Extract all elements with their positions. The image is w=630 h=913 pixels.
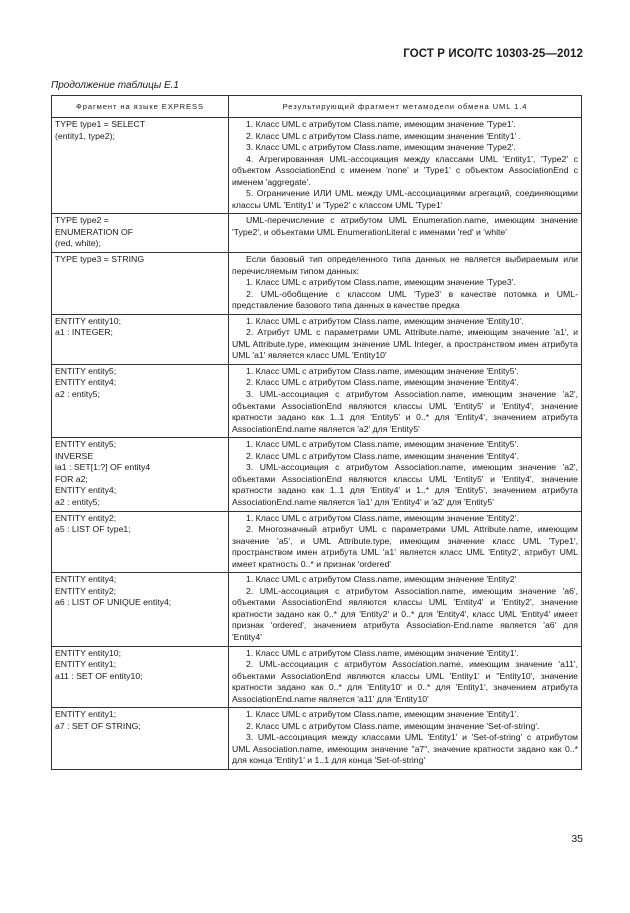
uml-description-line: 2. UML-ассоциация с атрибутом Association.name, имеющим значение 'a11', объектами AssociationEnd являются классы UML 'Entity1' и "Entity10', значение кратности задано как 0..* для 'Entity10' и 0..* для 'Entity1', значением атрибута AssociationEnd.name является 'a11' для 'Entity10' xyxy=(232,659,578,704)
express-code-line: TYPE type2 = xyxy=(55,215,109,226)
uml-fragment-cell xyxy=(229,438,582,511)
express-fragment-cell xyxy=(52,314,229,364)
uml-description-line: 1. Класс UML с атрибутом Class.name, имеющим значение 'Entity1'. xyxy=(246,647,519,658)
express-code-line: TYPE type3 = STRING xyxy=(55,254,145,265)
express-code-line: ENTITY entity2; xyxy=(55,585,117,596)
table-row xyxy=(52,314,582,364)
table-continuation-caption: Продолжение таблицы Е.1 xyxy=(51,80,179,91)
uml-description-line: 2. Класс UML с атрибутом Class.name, имеющим значение 'Entity4'. xyxy=(246,450,519,461)
uml-description-line: 1. Класс UML с атрибутом Class.name, имеющим значение 'Entity2'. xyxy=(246,512,519,523)
uml-description-line: 5. Ограничение ИЛИ UML между UML-ассоциациями агрегаций, соединяющими классы UML 'Entity1' и 'Type2' с классом UML 'Type1' xyxy=(232,188,578,210)
express-fragment-cell xyxy=(52,438,229,511)
uml-description-line: 3. UML-ассоциация с атрибутом Association.name, имеющим значение 'a2', объектами AssociationEnd являются классы UML 'Entity5' и 'Entity4', значение кратности задано как 1..1 для 'Entity5' и 0..* для 'Entity4', значением атрибута AssociationEnd.name является 'a2' для 'Entity5' xyxy=(232,389,578,434)
uml-description-line: Если базовый тип определенного типа данных не является выбираемым или перечисляемым типом данных: xyxy=(232,254,578,276)
uml-fragment-cell xyxy=(229,708,582,770)
express-code-line: ENTITY entity10; xyxy=(55,647,121,658)
uml-description-line: 2. Атрибут UML с параметрами UML Attribute.name, имеющим значение 'a1', и UML Attribute.type, имеющим значение UML Integer, а пространством имен атрибута UML 'a1' является класс UML 'Entity10' xyxy=(232,327,578,361)
uml-fragment-cell xyxy=(229,511,582,573)
mapping-table xyxy=(51,95,582,770)
uml-fragment-cell xyxy=(229,364,582,437)
express-code-line: ENUMERATION OF xyxy=(55,226,134,237)
table-header-row xyxy=(52,96,582,118)
uml-description-line: 1. Класс UML с атрибутом Class.name, имеющим значение 'Entity10'. xyxy=(246,315,524,326)
uml-description-line: 1. Класс UML с атрибутом Class.name, имеющим значение 'Type1'. xyxy=(246,119,516,129)
table-body xyxy=(52,118,582,770)
express-code-line: ENTITY entity5; xyxy=(55,365,117,376)
express-code-line: a7 : SET OF STRING; xyxy=(55,720,141,731)
table-row xyxy=(52,364,582,437)
express-code-line: a11 : SET OF entity10; xyxy=(55,670,143,681)
express-code-line: ENTITY entity1; xyxy=(55,659,117,670)
express-code-line: ENTITY entity4; xyxy=(55,574,117,585)
express-code-line: TYPE type1 = SELECT xyxy=(55,119,146,129)
table-row xyxy=(52,214,582,253)
uml-description-line: 1. Класс UML с атрибутом Class.name, имеющим значение 'Entity2' xyxy=(246,574,517,585)
express-code-line: a1 : INTEGER; xyxy=(55,327,113,338)
express-fragment-cell xyxy=(52,511,229,573)
uml-description-line: 3. Класс UML с атрибутом Class.name, имеющим значение 'Type2'. xyxy=(246,142,516,153)
uml-description-line: 2. Класс UML с атрибутом Class.name, имеющим значение 'Set-of-string'. xyxy=(246,720,540,731)
express-fragment-cell xyxy=(52,364,229,437)
table-row xyxy=(52,253,582,315)
uml-description-line: 3. UML-ассоциация между классами UML 'Entity1' и 'Set-of-string' с атрибутом UML Association.name, имеющим значение "a7", значение кратности задано как 0..* для конца 'Entity1' и 1..1 для конца 'Set-of-string' xyxy=(232,732,578,766)
page-number: 35 xyxy=(571,833,583,845)
uml-fragment-cell xyxy=(229,253,582,315)
express-code-line: ENTITY entity2; xyxy=(55,512,117,523)
uml-description-line: 2. Класс UML с атрибутом Class.name, имеющим значение 'Entity4'. xyxy=(246,377,519,388)
uml-description-line: 2. Многозначный атрибут UML с параметрами UML Attribute.name, имеющим значение 'a5', и UML Attribute.type, имеющим значение класс UML 'Type1', пространством имен атрибута UML 'a1' является класс UML 'Entity2', атрибут UML имеет кратность 0..* и признак 'ordered' xyxy=(232,524,578,569)
uml-description-line: 1. Класс UML с атрибутом Class.name, имеющим значение 'Type3'. xyxy=(246,277,516,288)
table-row xyxy=(52,118,582,214)
table-row xyxy=(52,708,582,770)
express-code-line: ia1 : SET[1:?] OF entity4 xyxy=(55,462,151,473)
express-code-line: ENTITY entity4; xyxy=(55,377,117,388)
express-code-line: ENTITY entity5; xyxy=(55,439,117,450)
table-row xyxy=(52,438,582,511)
express-code-line: a5 : LIST OF type1; xyxy=(55,524,131,535)
express-fragment-cell xyxy=(52,214,229,253)
express-code-line: ENTITY entity1; xyxy=(55,709,117,720)
uml-description-line: 2. UML-ассоциация с атрибутом Association.name, имеющим значение 'a6', объектами AssociationEnd являются классы UML 'Entity4' и 'Entity2', значение кратности задано как 0..* для 'Entity2' и 0..* для 'Entity4', класс UML 'Entity4' имеет признак 'ordered', значением атрибута Association-End.name является 'a6' для 'Entity4' xyxy=(232,585,578,642)
express-fragment-cell xyxy=(52,708,229,770)
uml-description-line: 2. Класс UML с атрибутом Class.name, имеющим значение 'Entity1' . xyxy=(246,130,522,141)
uml-fragment-cell xyxy=(229,646,582,708)
uml-description-line: UML-перечисление с атрибутом UML Enumeration.name, имеющим значение 'Type2', и объектами UML EnumerationLiteral с именами 'red' и 'white' xyxy=(232,215,578,237)
uml-fragment-cell xyxy=(229,118,582,214)
express-fragment-cell xyxy=(52,573,229,646)
express-code-line: ENTITY entity10; xyxy=(55,315,121,326)
uml-description-line: 4. Агрегированная UML-ассоциация между классами UML 'Entity1', 'Type2' с объектом AssociationEnd с именем 'none' и 'Type1' с объектом AssociationEnd с именем 'aggregate'. xyxy=(232,153,578,187)
express-code-line: FOR a2; xyxy=(55,473,88,484)
uml-fragment-cell xyxy=(229,314,582,364)
express-code-line: ENTITY entity4; xyxy=(55,485,117,496)
table-row xyxy=(52,646,582,708)
document-header: ГОСТ Р ИСО/ТС 10303-25—2012 xyxy=(403,48,583,60)
uml-fragment-cell xyxy=(229,214,582,253)
express-code-line: a2 : entity5; xyxy=(55,496,100,507)
express-code-line: (entity1, type2); xyxy=(55,130,115,141)
uml-description-line: 3. UML-ассоциация с атрибутом Association.name, имеющим значение 'a2', объектами AssociationEnd являются классы UML 'Entity5' и 'Entity4', значение кратности задано как 1..1 для 'Entity4' и 1..* для 'Entity5', значением атрибута AssociationEnd.name является 'ia1' для 'Entity4' и 'a2' для 'Entity5' xyxy=(232,462,578,507)
express-code-line: INVERSE xyxy=(55,450,94,461)
express-code-line: (red, white); xyxy=(55,238,101,249)
column-header-uml: Результирующий фрагмент метамодели обмена UML 1.4 xyxy=(229,96,582,118)
express-code-line: a6 : LIST OF UNIQUE entity4; xyxy=(55,597,172,608)
express-fragment-cell xyxy=(52,646,229,708)
express-fragment-cell xyxy=(52,118,229,214)
express-fragment-cell xyxy=(52,253,229,315)
uml-description-line: 1. Класс UML с атрибутом Class.name, имеющим значение 'Entity5'. xyxy=(246,439,519,450)
express-code-line: a2 : entity5; xyxy=(55,389,100,400)
uml-description-line: 1. Класс UML с атрибутом Class.name, имеющим значение 'Entity1'. xyxy=(246,709,519,720)
uml-description-line: 1. Класс UML с атрибутом Class.name, имеющим значение 'Entity5'. xyxy=(246,365,519,376)
table-row xyxy=(52,511,582,573)
table-row xyxy=(52,573,582,646)
uml-fragment-cell xyxy=(229,573,582,646)
uml-description-line: 2. UML-обобщение с классом UML 'Type3' в качестве потомка и UML-представление базового типа данных в качестве предка xyxy=(232,288,578,311)
column-header-express: Фрагмент на языке EXPRESS xyxy=(52,96,229,118)
